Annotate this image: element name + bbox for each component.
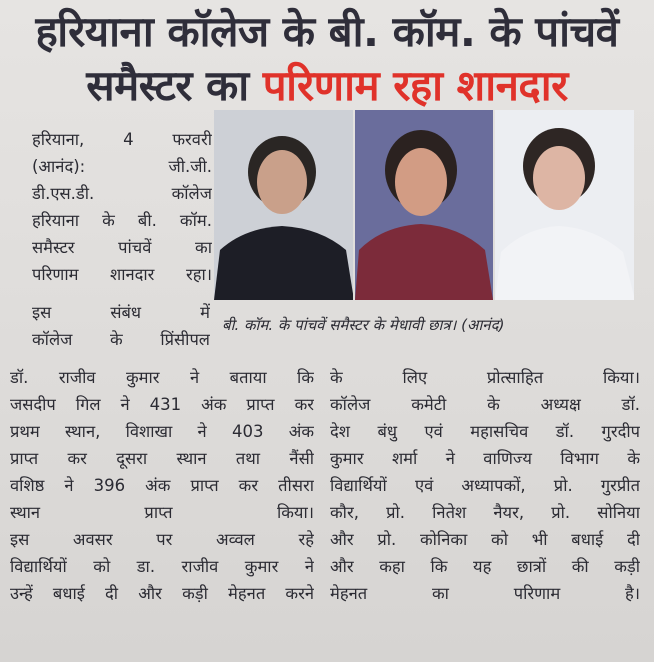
student-photo-2 <box>355 110 494 300</box>
left-line: प्राप्त कर दूसरा स्थान तथा नैंसी <box>10 449 314 468</box>
left-column <box>10 364 314 607</box>
right-line: विद्यार्थियों एवं अध्यापकों, प्रो. गुरप्रीत <box>330 476 640 495</box>
headline-line-1: हरियाना कॉलेज के बी. कॉम. के पांचवें <box>35 7 619 56</box>
left-line: स्थान प्राप्त किया। <box>10 503 314 522</box>
intro-line: हरियाना, 4 फरवरी <box>32 130 212 149</box>
photo-caption: बी. कॉम. के पांचवें समैस्टर के मेधावी छात्र। (आनंद) <box>222 316 505 334</box>
right-line: के लिए प्रोत्साहित किया। <box>330 368 640 387</box>
student-portrait-1 <box>214 110 353 300</box>
student-portrait-3 <box>495 110 634 300</box>
left-line: डॉ. राजीव कुमार ने बताया कि <box>10 368 314 387</box>
intro-line: हरियाना के बी. कॉम. <box>32 211 212 230</box>
right-line: और प्रो. कोनिका को भी बधाई दी <box>330 530 640 549</box>
left-line: उन्हें बधाई दी और कड़ी मेहनत करने <box>10 584 314 603</box>
intro-paragraph <box>32 126 212 288</box>
left-line: विद्यार्थियों को डा. राजीव कुमार ने <box>10 557 314 576</box>
headline-dark-part: समैस्टर का <box>86 61 263 110</box>
right-line: कौर, प्रो. नितेश नैयर, प्रो. सोनिया <box>330 503 640 522</box>
intro-continuation <box>32 299 210 353</box>
right-line: और कहा कि यह छात्रों की कड़ी <box>330 557 640 576</box>
student-photos <box>214 110 634 300</box>
left-line: वशिष्ठ ने 396 अंक प्राप्त कर तीसरा <box>10 476 314 495</box>
right-line: कॉलेज कमेटी के अध्यक्ष डॉ. <box>330 395 640 414</box>
intro2-line: कॉलेज के प्रिंसीपल <box>32 330 210 349</box>
headline-red-part: परिणाम रहा शानदार <box>262 61 568 110</box>
intro-line: (आनंद): जी.जी. <box>32 157 212 176</box>
intro2-line: इस संबंध में <box>32 303 210 322</box>
left-line: जसदीप गिल ने 431 अंक प्राप्त कर <box>10 395 314 414</box>
left-line: प्रथम स्थान, विशाखा ने 403 अंक <box>10 422 314 441</box>
right-column <box>330 364 640 607</box>
right-line: मेहनत का परिणाम है। <box>330 584 640 603</box>
left-line: इस अवसर पर अव्वल रहे <box>10 530 314 549</box>
student-portrait-2 <box>355 110 493 300</box>
intro-line: डी.एस.डी. कॉलेज <box>32 184 212 203</box>
intro-line: परिणाम शानदार रहा। <box>32 265 212 284</box>
right-line: देश बंधु एवं महासचिव डॉ. गुरदीप <box>330 422 640 441</box>
margin-fragment <box>0 110 8 210</box>
student-photo-3 <box>495 110 634 300</box>
right-line: कुमार शर्मा ने वाणिज्य विभाग के <box>330 449 640 468</box>
student-photo-1 <box>214 110 353 300</box>
headline-line-2 <box>0 56 654 113</box>
intro-line: समैस्टर पांचवें का <box>32 238 212 257</box>
